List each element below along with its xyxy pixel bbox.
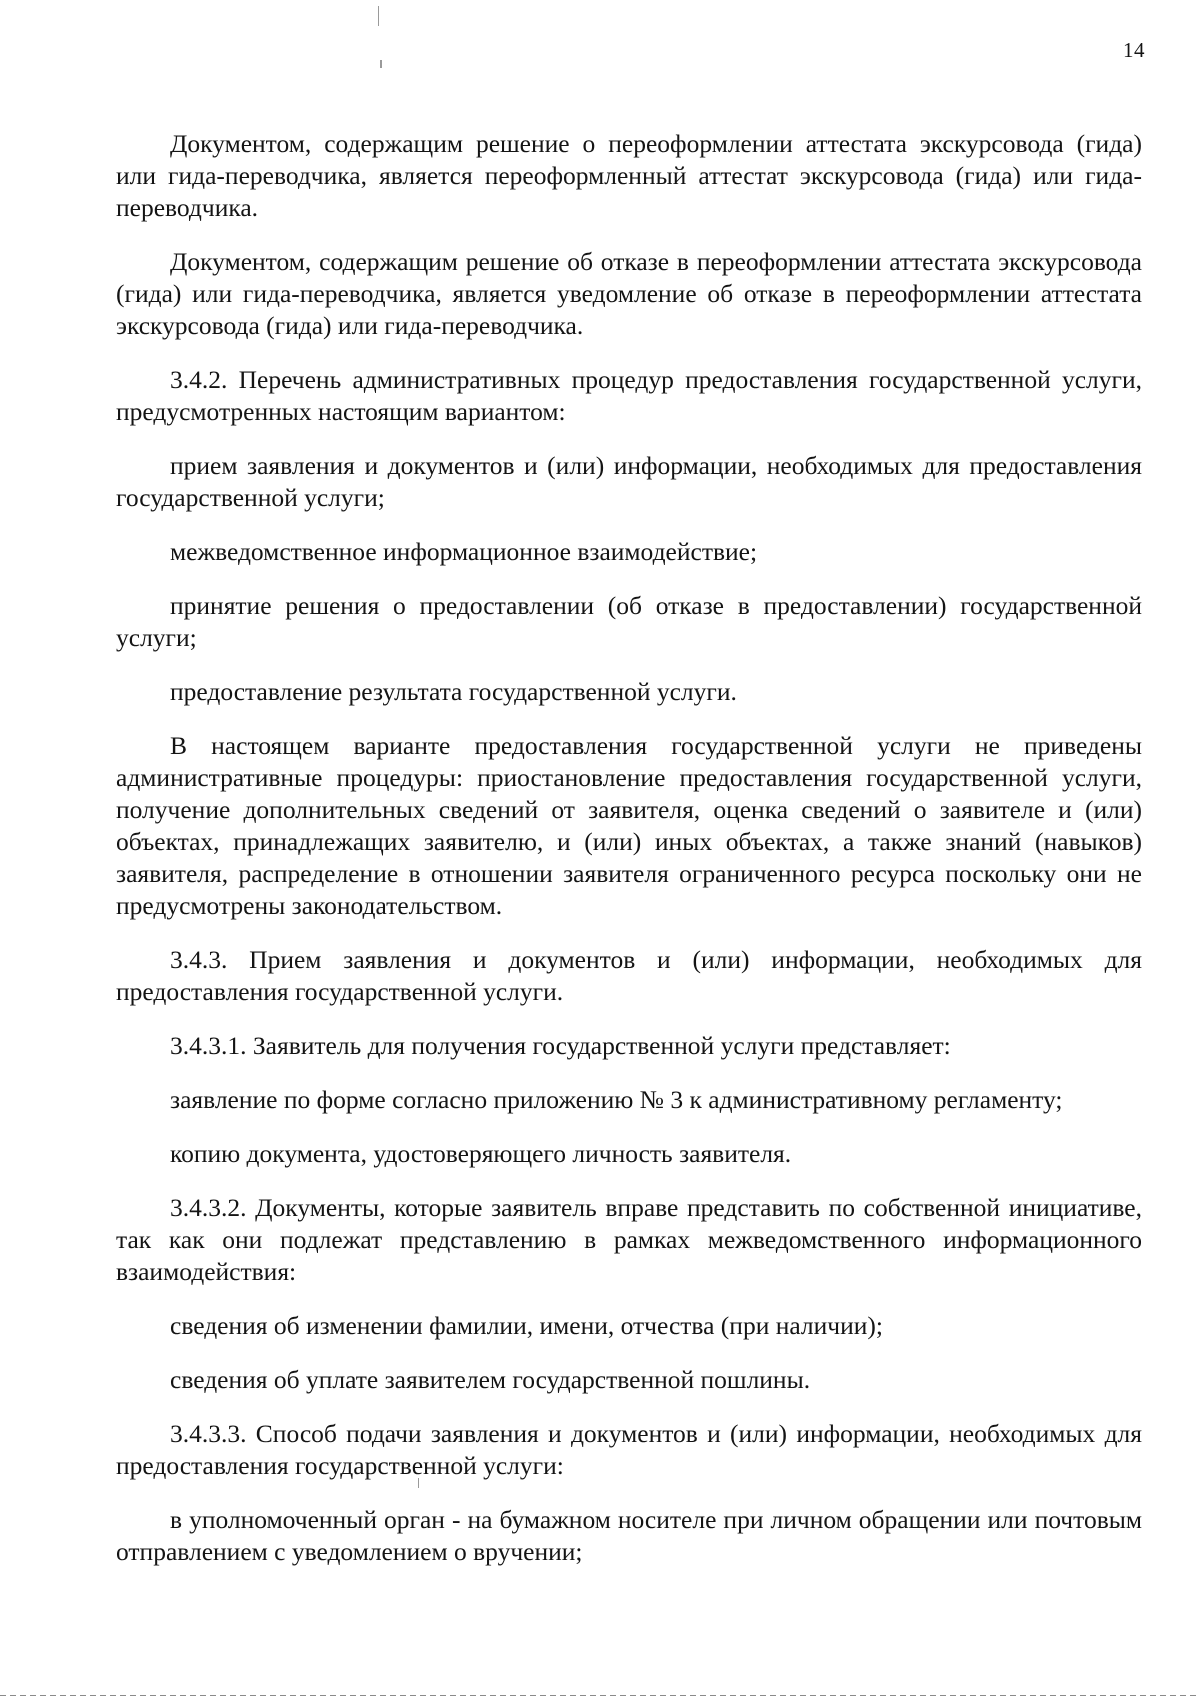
paragraph: сведения об уплате заявителем государственной пошлины. xyxy=(170,1365,811,1394)
paragraph: копию документа, удостоверяющего личность заявителя. xyxy=(170,1139,792,1168)
document-body xyxy=(116,128,1142,1590)
paragraph: межведомственное информационное взаимодействие; xyxy=(170,537,758,566)
paragraph: В настоящем варианте предоставления государственной услуги не приведены административные процедуры: приостановление предоставления государственной услуги, получение дополнительных сведений от заявителя, оценка сведений о заявителе и (или) объектах, принадлежащих заявителю, и (или) иных объектах, а также знаний (навыков) заявителя, распределение в отношении заявителя ограниченного ресурса поскольку они не предусмотрены законодательством. xyxy=(116,731,1142,920)
scan-artifact xyxy=(378,6,379,26)
paragraph: в уполномоченный орган - на бумажном носителе при личном обращении или почтовым отправлением с уведомлением о вручении; xyxy=(116,1505,1142,1566)
paragraph: 3.4.3. Прием заявления и документов и (или) информации, необходимых для предоставления государственной услуги. xyxy=(116,945,1142,1006)
paragraph: предоставление результата государственной услуги. xyxy=(170,677,737,706)
paragraph: 3.4.2. Перечень административных процедур предоставления государственной услуги, предусмотренных настоящим вариантом: xyxy=(116,365,1142,426)
paragraph: прием заявления и документов и (или) информации, необходимых для предоставления государственной услуги; xyxy=(116,451,1142,512)
paragraph: 3.4.3.1. Заявитель для получения государственной услуги представляет: xyxy=(170,1031,951,1060)
scan-bottom-edge xyxy=(0,1695,1200,1696)
paragraph: Документом, содержащим решение об отказе в переоформлении аттестата экскурсовода (гида) или гида-переводчика, является уведомление об отказе в переоформлении аттестата экскурсовода (гида) или гида-переводчика. xyxy=(116,247,1142,340)
paragraph: 3.4.3.3. Способ подачи заявления и документов и (или) информации, необходимых для предоставления государственной услуги: xyxy=(116,1419,1142,1480)
paragraph: сведения об изменении фамилии, имени, отчества (при наличии); xyxy=(170,1311,883,1340)
page-number: 14 xyxy=(1123,38,1145,62)
paragraph: Документом, содержащим решение о переоформлении аттестата экскурсовода (гида) или гида-переводчика, является переоформленный аттестат экскурсовода (гида) или гида-переводчика. xyxy=(116,129,1142,222)
paragraph: принятие решения о предоставлении (об отказе в предоставлении) государственной услуги; xyxy=(116,591,1142,652)
scan-artifact xyxy=(380,60,382,68)
paragraph: 3.4.3.2. Документы, которые заявитель вправе представить по собственной инициативе, так как они подлежат представлению в рамках межведомственного информационного взаимодействия: xyxy=(116,1193,1142,1286)
paragraph: заявление по форме согласно приложению № 3 к административному регламенту; xyxy=(170,1085,1063,1114)
